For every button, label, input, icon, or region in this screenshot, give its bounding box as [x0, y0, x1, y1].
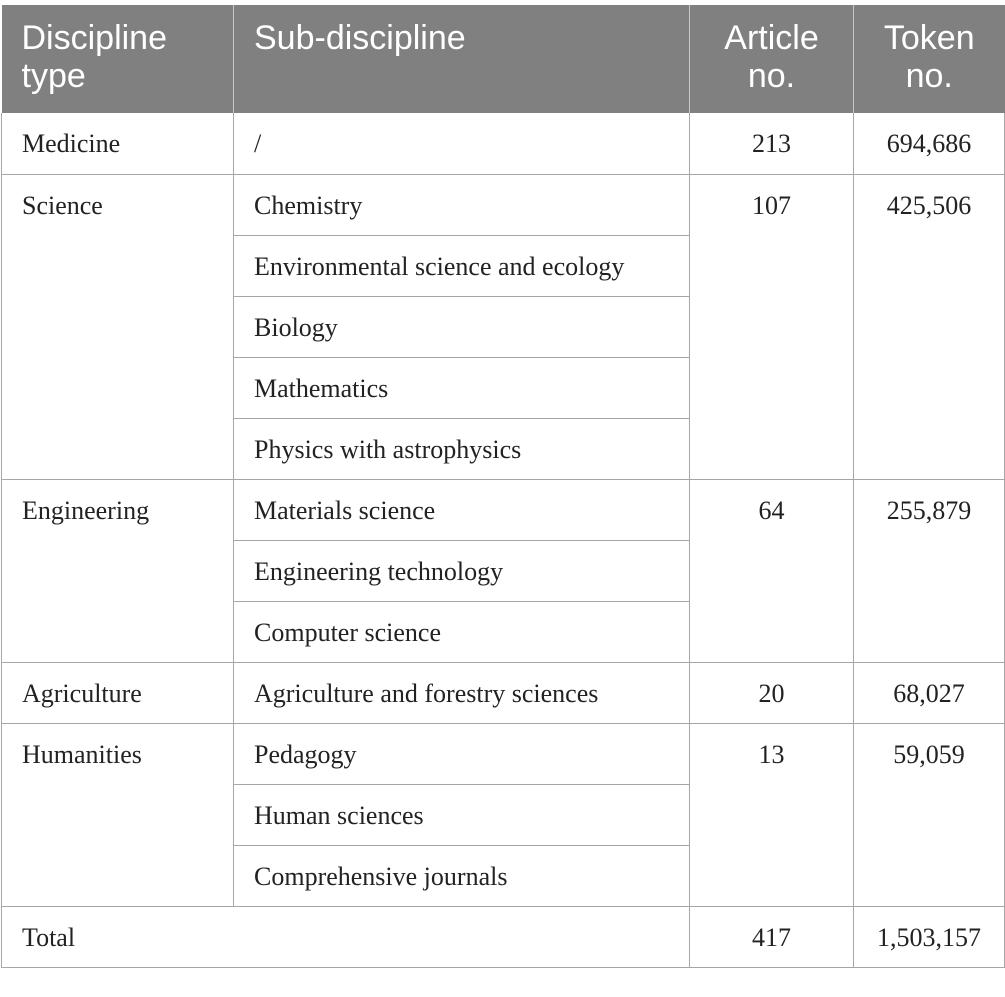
token-count-cell: 59,059 [854, 723, 1005, 906]
sub-discipline-cell: Materials science [234, 479, 690, 540]
table-row [2, 174, 1005, 235]
article-count-cell: 20 [690, 662, 854, 723]
token-count-cell: 68,027 [854, 662, 1005, 723]
total-token-count: 1,503,157 [854, 906, 1005, 967]
sub-discipline-cell: Mathematics [234, 357, 690, 418]
total-article-count: 417 [690, 906, 854, 967]
discipline-table [1, 5, 1005, 968]
table-row [2, 723, 1005, 784]
sub-discipline-cell: Biology [234, 296, 690, 357]
header-token-no: Token no. [854, 5, 1005, 113]
discipline-cell: Engineering [2, 479, 234, 662]
article-count-cell: 13 [690, 723, 854, 906]
total-row [2, 906, 1005, 967]
sub-discipline-cell: Chemistry [234, 174, 690, 235]
discipline-cell: Medicine [2, 113, 234, 174]
sub-discipline-cell: Environmental science and ecology [234, 235, 690, 296]
sub-discipline-cell: Comprehensive journals [234, 845, 690, 906]
table-row [2, 479, 1005, 540]
table-row [2, 662, 1005, 723]
sub-discipline-cell: / [234, 113, 690, 174]
header-row [2, 5, 1005, 113]
sub-discipline-cell: Computer science [234, 601, 690, 662]
sub-discipline-cell: Human sciences [234, 784, 690, 845]
discipline-cell: Agriculture [2, 662, 234, 723]
article-count-cell: 213 [690, 113, 854, 174]
article-count-cell: 107 [690, 174, 854, 479]
header-article-no: Article no. [690, 5, 854, 113]
article-count-cell: 64 [690, 479, 854, 662]
token-count-cell: 425,506 [854, 174, 1005, 479]
discipline-cell: Humanities [2, 723, 234, 906]
token-count-cell: 694,686 [854, 113, 1005, 174]
sub-discipline-cell: Physics with astrophysics [234, 418, 690, 479]
total-label: Total [2, 906, 690, 967]
table-row [2, 113, 1005, 174]
token-count-cell: 255,879 [854, 479, 1005, 662]
sub-discipline-cell: Pedagogy [234, 723, 690, 784]
header-discipline-type: Discipline type [2, 5, 234, 113]
sub-discipline-cell: Engineering technology [234, 540, 690, 601]
header-sub-discipline: Sub-discipline [234, 5, 690, 113]
sub-discipline-cell: Agriculture and forestry sciences [234, 662, 690, 723]
discipline-cell: Science [2, 174, 234, 479]
